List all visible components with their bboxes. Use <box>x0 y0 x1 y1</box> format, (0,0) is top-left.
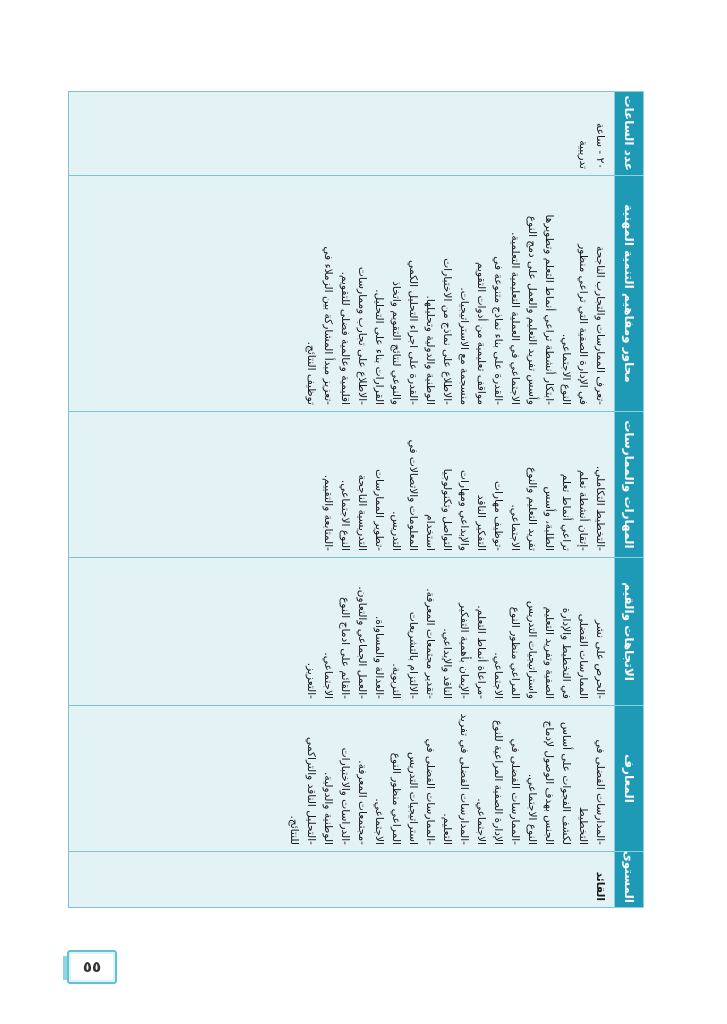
table-row <box>69 92 615 908</box>
header-professional-development: محاور ومفاهيم التنمية المهنية <box>615 176 644 412</box>
cell-line: التفكير الناقد <box>475 494 487 551</box>
cell-line: تدريبية <box>577 140 589 169</box>
cell-line: -الاطلاع على تجارب وممارسات <box>356 266 368 405</box>
cell-line: الإدارة الصفية المراعية للنوع <box>492 719 504 845</box>
cell-line: -مراعاة أنماط التعلم. <box>475 605 487 699</box>
cell-line: -التحليل الناقد والتراكمي <box>305 737 317 845</box>
cell-line: تراعي أنماط تعلم <box>560 473 572 551</box>
cell-line: الاجتماعي. <box>373 798 385 845</box>
cell-line: المراعي منظور النوع <box>390 752 402 845</box>
cell-skills <box>69 412 615 558</box>
cell-line: تفريد التعليم والنوع <box>526 467 538 551</box>
cell-line: -الإيمان بأهمية التفكير <box>458 602 470 699</box>
cell-line: والنوعي لنتائج التقويم واتخاذ <box>390 281 402 405</box>
cell-line: -تعرف الممارسات والتجارب الناجحة <box>594 246 606 405</box>
cell-line: -تعزيز مبدأ المشاركة بين الزملاء في <box>322 246 334 405</box>
cell-line: للنتائج. <box>288 815 300 845</box>
cell-line: النوع الاجتماعي. <box>560 333 572 405</box>
cell-line: -القائم على ادماج النوع <box>339 597 351 699</box>
rotated-page-inner <box>68 92 644 908</box>
cell-line: -المدارسات الفضلى في تفريد <box>458 713 470 845</box>
table-header-row <box>615 92 644 908</box>
cell-line: -القدرة على اجراء التحليل الكمي <box>407 260 419 405</box>
cell-line: مواقف تعليمية من أدوات التقويم <box>475 262 487 405</box>
cell-line: التدريس. <box>390 511 402 551</box>
cell-line: المعلومات والاتصالات في <box>407 439 419 551</box>
cell-line: -تقدير مجتمعات المعرفة. <box>424 588 436 699</box>
cell-line: -الممارسات الفضلى في <box>424 738 436 845</box>
cell-line: -العمل الجماعي والتعاون. <box>356 586 368 699</box>
cell-line: المراعي منظور النوع <box>509 606 521 699</box>
cell-line: الاجتماعي. <box>322 652 334 699</box>
cell-line: -تطوير الممارسات <box>373 469 385 551</box>
cell-line: اقليمية وعالمية فضلى للتقويم. <box>339 271 351 405</box>
cell-line: الصفية وتفريد التعليم <box>543 606 555 699</box>
header-hours: عدد الساعات <box>615 92 644 176</box>
cell-line: ٢٠ - ساعة <box>594 122 606 169</box>
cell-line: في التخطيط والإدارة <box>560 607 572 699</box>
page-number-badge <box>67 950 117 984</box>
cell-line: استخدام <box>424 514 436 551</box>
cell-line: الاجتماعي. <box>475 798 487 845</box>
cell-level: القائد <box>69 852 615 908</box>
cell-line: الوطنية والدولية. <box>322 772 334 845</box>
cell-line: -الاطلاع على نماذج من الاختبارات <box>441 258 453 405</box>
cell-line: الاجتماعي. <box>492 652 504 699</box>
cell-knowledge <box>69 706 615 852</box>
cell-line: -توظيف مهارات <box>492 480 504 551</box>
header-knowledge: المعارف <box>615 706 644 852</box>
cell-line: في الإدارة الصفية التي تراعي منظور <box>577 244 589 405</box>
cell-line: الطلبة، وأسس <box>543 486 555 551</box>
cell-line: -القدرة على بناء نماذج متنوعة في <box>492 256 504 405</box>
cell-line: -الحرص على نشر <box>594 619 606 699</box>
cell-line: -المدارسات الفضلى في التخطيط <box>577 739 606 845</box>
cell-line: وأسس تفريد التعليم والعمل على دمج النوع <box>526 215 538 405</box>
cell-line: -ابتكار أنشطة تراعي أنماط التعلم وتطويرها <box>543 214 555 405</box>
cell-line: منسجمة مع الاستراتيجيات. <box>458 287 470 405</box>
cell-line: الاجتماعي. <box>509 504 521 551</box>
page-number: ٥٥ <box>82 958 102 976</box>
cell-line: -العدالة والمساواة. <box>373 616 385 699</box>
cell-line: -الالتزام بالتشريعات <box>407 611 419 699</box>
rotated-page <box>68 92 727 903</box>
cell-line: -الدراسات والاختبارات <box>339 747 351 845</box>
cell-line: النوع الاجتماعي. <box>526 773 538 845</box>
cell-line: -إتقان أنشطة تعلم <box>577 469 589 551</box>
cell-line: التواصل وتكنولوجيا <box>441 468 453 551</box>
cell-line: النوع الاجتماعي. <box>339 479 351 551</box>
cell-line: والإبداعي ومهارات <box>458 469 470 551</box>
cell-line: توظيف النتائج. <box>305 341 317 405</box>
cell-line: الناقد والإبداعي. <box>441 628 453 699</box>
cell-line: التربوية. <box>390 663 402 699</box>
cell-line: -مجتمعات المعرفة. <box>356 760 368 845</box>
cell-professional-development <box>69 176 615 412</box>
cell-line: الجنس بهدف الوصول لإدماج <box>543 720 555 845</box>
cell-line: -التعزيز. <box>305 662 317 699</box>
cell-line: لكشف الفجوات على أساس <box>560 722 572 845</box>
cell-line: الممارسات الفضلى <box>577 613 589 699</box>
cell-hours <box>69 92 615 176</box>
cell-line: القرارات بناء على التحليل. <box>373 289 385 405</box>
cell-line: -الممارسات الفضلى في <box>509 738 521 845</box>
header-level: المستوى <box>615 852 644 908</box>
cell-line: -التخطيط التكاملي. <box>594 465 606 551</box>
cell-line: الاجتماعي في العملية التعليمية التعلمية. <box>509 232 521 405</box>
header-skills: المهارات والممارسات <box>615 412 644 558</box>
cell-line: الوطنية والدولية وتحليلها. <box>424 295 436 405</box>
curriculum-table <box>68 91 644 908</box>
cell-line: -المتابعة والتقييم. <box>322 474 334 551</box>
cell-attitudes <box>69 558 615 706</box>
cell-line: استراتيجيات التدريس <box>407 751 419 845</box>
header-attitudes: الاتجاهات والقيم <box>615 558 644 706</box>
cell-line: التعليم. <box>441 813 453 845</box>
cell-line: التدريسية الناجحة <box>356 474 368 551</box>
cell-line: واستراتيجيات التدريس <box>526 600 538 699</box>
